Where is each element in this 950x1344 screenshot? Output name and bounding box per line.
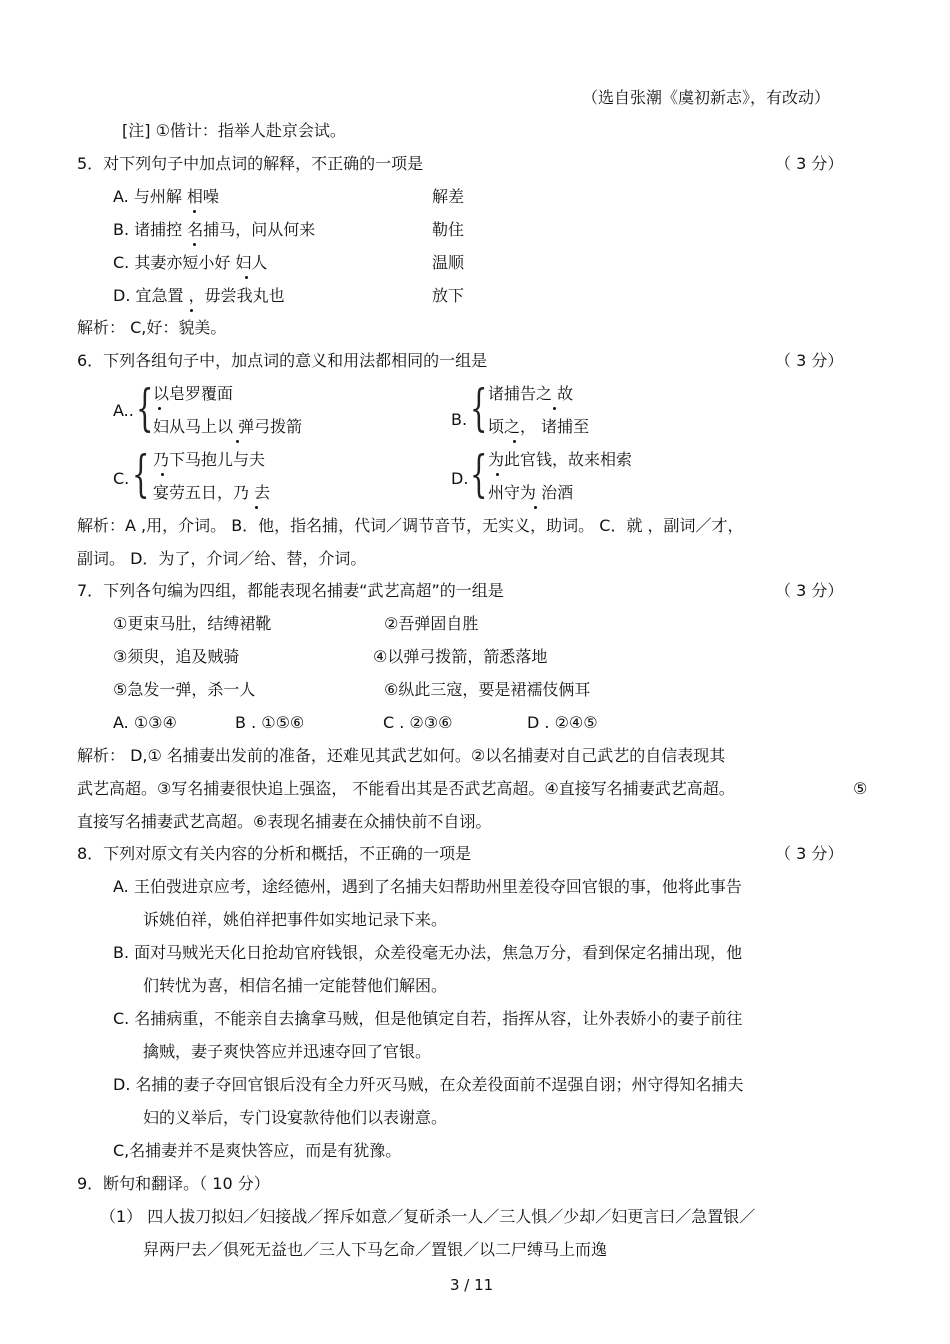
emphasis-dot xyxy=(553,407,556,410)
q7-choice-d: D . ②④⑤ xyxy=(527,713,598,732)
emphasis-dot xyxy=(193,210,196,213)
q5-option-c: C. 其妻亦短小好 妇人 xyxy=(113,253,268,272)
q7-item-1: ①更束马肚，结缚裙靴 xyxy=(113,614,272,633)
brace-icon: { xyxy=(470,445,488,503)
q7-score: （ 3 分） xyxy=(775,581,844,600)
emphasis-dot xyxy=(236,440,239,443)
brace-icon: { xyxy=(132,445,150,503)
q8-option-c-line2: 擒贼，妻子爽快答应并迅速夺回了官银。 xyxy=(143,1042,432,1061)
brace-icon: { xyxy=(470,379,488,437)
q9-stem: 9．断句和翻译。（ 10 分） xyxy=(77,1174,270,1193)
emphasis-dot xyxy=(158,407,161,410)
q8-option-b-line2: 们转忧为喜，相信名捕一定能替他们解困。 xyxy=(143,976,448,995)
q8-stem: 8．下列对原文有关内容的分析和概括，不正确的一项是 xyxy=(77,844,472,863)
q6-c-line1: 乃下马抱儿与夫 xyxy=(153,450,266,469)
q6-analysis-line2: 副词。 D．为了，介词／给、替，介词。 xyxy=(77,549,367,568)
page-number: 3 / 11 xyxy=(450,1276,494,1294)
q5-option-c-gloss: 温顺 xyxy=(432,253,465,272)
emphasis-dot xyxy=(255,506,258,509)
q6-a-label: A.. xyxy=(113,401,134,420)
q8-option-c-line1: C. 名捕病重，不能亲自去擒拿马贼，但是他镇定自若，指挥从容，让外表娇小的妻子前往 xyxy=(113,1009,743,1028)
q8-option-a-line2: 诉姚伯祥，姚伯祥把事件如实地记录下来。 xyxy=(143,910,448,929)
emphasis-dot xyxy=(513,440,516,443)
q8-option-b-line1: B. 面对马贼光天化日抢劫官府钱银，众差役毫无办法，焦急万分，看到保定名捕出现，他 xyxy=(113,943,743,962)
q8-option-a-line1: A. 王伯弢进京应考，途经德州，遇到了名捕夫妇帮助州里差役夺回官银的事，他将此事告 xyxy=(113,877,742,896)
q7-item-5: ⑤急发一弹，杀一人 xyxy=(113,680,256,699)
q6-score: （ 3 分） xyxy=(775,351,844,370)
q8-score: （ 3 分） xyxy=(775,844,844,863)
q6-b-line1: 诸捕告之 故 xyxy=(488,384,574,403)
q7-item-6: ⑥纵此三寇，要是裙襦伎俩耳 xyxy=(384,680,591,699)
q6-c-line2: 宴劳五日，乃 去 xyxy=(153,483,271,502)
q7-analysis-line3: 直接写名捕妻武艺高超。⑥表现名捕妻在众捕快前不自诩。 xyxy=(77,812,492,831)
emphasis-dot xyxy=(190,309,193,312)
emphasis-dot xyxy=(193,243,196,246)
q5-option-d-gloss: 放下 xyxy=(432,286,465,305)
q6-d-label: D. xyxy=(451,469,469,488)
q8-option-d-line2: 妇的义举后，专门设宴款待他们以表谢意。 xyxy=(143,1108,448,1127)
emphasis-dot xyxy=(161,473,164,476)
q5-analysis: 解析： C,好：貌美。 xyxy=(77,318,227,337)
emphasis-dot xyxy=(245,276,248,279)
q6-c-label: C. xyxy=(113,469,130,488)
q6-d-line1: 为此官钱，故来相索 xyxy=(488,450,633,469)
source-citation: （选自张潮《虞初新志》，有改动） xyxy=(581,88,830,107)
q7-stem: 7．下列各句编为四组，都能表现名捕妻“武艺高超”的一组是 xyxy=(77,581,504,600)
q7-choice-c: C . ②③⑥ xyxy=(383,713,453,732)
q7-analysis-line1: 解析： D,① 名捕妻出发前的准备，还难见其武艺如何。②以名捕妻对自己武艺的自信表现其 xyxy=(77,746,726,765)
q8-analysis: C,名捕妻并不是爽快答应，而是有犹豫。 xyxy=(113,1141,402,1160)
q8-option-d-line1: D. 名捕的妻子夺回官银后没有全力歼灭马贼，在众差役面前不逞强自诩；州守得知名捕夫 xyxy=(113,1075,744,1094)
q6-stem: 6．下列各组句子中，加点词的意义和用法都相同的一组是 xyxy=(77,351,488,370)
q6-b-label: B. xyxy=(451,410,468,429)
q7-analysis-marker: ⑤ xyxy=(853,779,868,798)
brace-icon: { xyxy=(136,379,154,437)
emphasis-dot xyxy=(496,473,499,476)
q6-analysis-line1: 解析：A ,用，介词。 B．他，指名捕，代词／调节音节，无实义，助词。 C．就 ，副词／才， xyxy=(77,516,744,535)
q7-choice-b: B . ①⑤⑥ xyxy=(235,713,305,732)
q7-item-2: ②吾弹固自胜 xyxy=(384,614,479,633)
annotation-note: [注] ①偕计：指举人赴京会试。 xyxy=(122,121,346,140)
q5-score: （ 3 分） xyxy=(775,154,844,173)
q5-option-a-gloss: 解差 xyxy=(432,187,465,206)
emphasis-dot xyxy=(534,506,537,509)
q9-answer-line1: （1） 四人拔刀拟妇／妇接战／挥斥如意／复斫杀一人／三人惧／少却／妇更言曰／急置银／ xyxy=(100,1207,756,1226)
q6-d-line2: 州守为 治酒 xyxy=(488,483,574,502)
q6-a-line1: 以皂罗覆面 xyxy=(153,384,234,403)
q5-option-a: A. 与州解 相噪 xyxy=(113,187,219,206)
q5-option-b: B. 诸捕控 名捕马，问从何来 xyxy=(113,220,316,239)
q5-option-b-gloss: 勒住 xyxy=(432,220,465,239)
q6-b-line2: 顷之， 诸捕至 xyxy=(488,417,590,436)
q6-a-line2: 妇从马上以 弹弓拨箭 xyxy=(153,417,303,436)
q9-answer-line2: 舁两尸去／俱死无益也／三人下马乞命／置银／以二尸缚马上而逸 xyxy=(143,1240,608,1259)
q7-item-3: ③须臾，追及贼骑 xyxy=(113,647,240,666)
q7-item-4: ④以弹弓拨箭，箭悉落地 xyxy=(373,647,548,666)
q5-stem: 5．对下列句子中加点词的解释，不正确的一项是 xyxy=(77,154,424,173)
q7-analysis-line2: 武艺高超。③写名捕妻很快追上强盗， 不能看出其是否武艺高超。④直接写名捕妻武艺高超。 xyxy=(77,779,735,798)
q7-choice-a: A. ①③④ xyxy=(113,713,177,732)
q5-option-d: D. 宜急置 ，毋尝我丸也 xyxy=(113,286,285,305)
